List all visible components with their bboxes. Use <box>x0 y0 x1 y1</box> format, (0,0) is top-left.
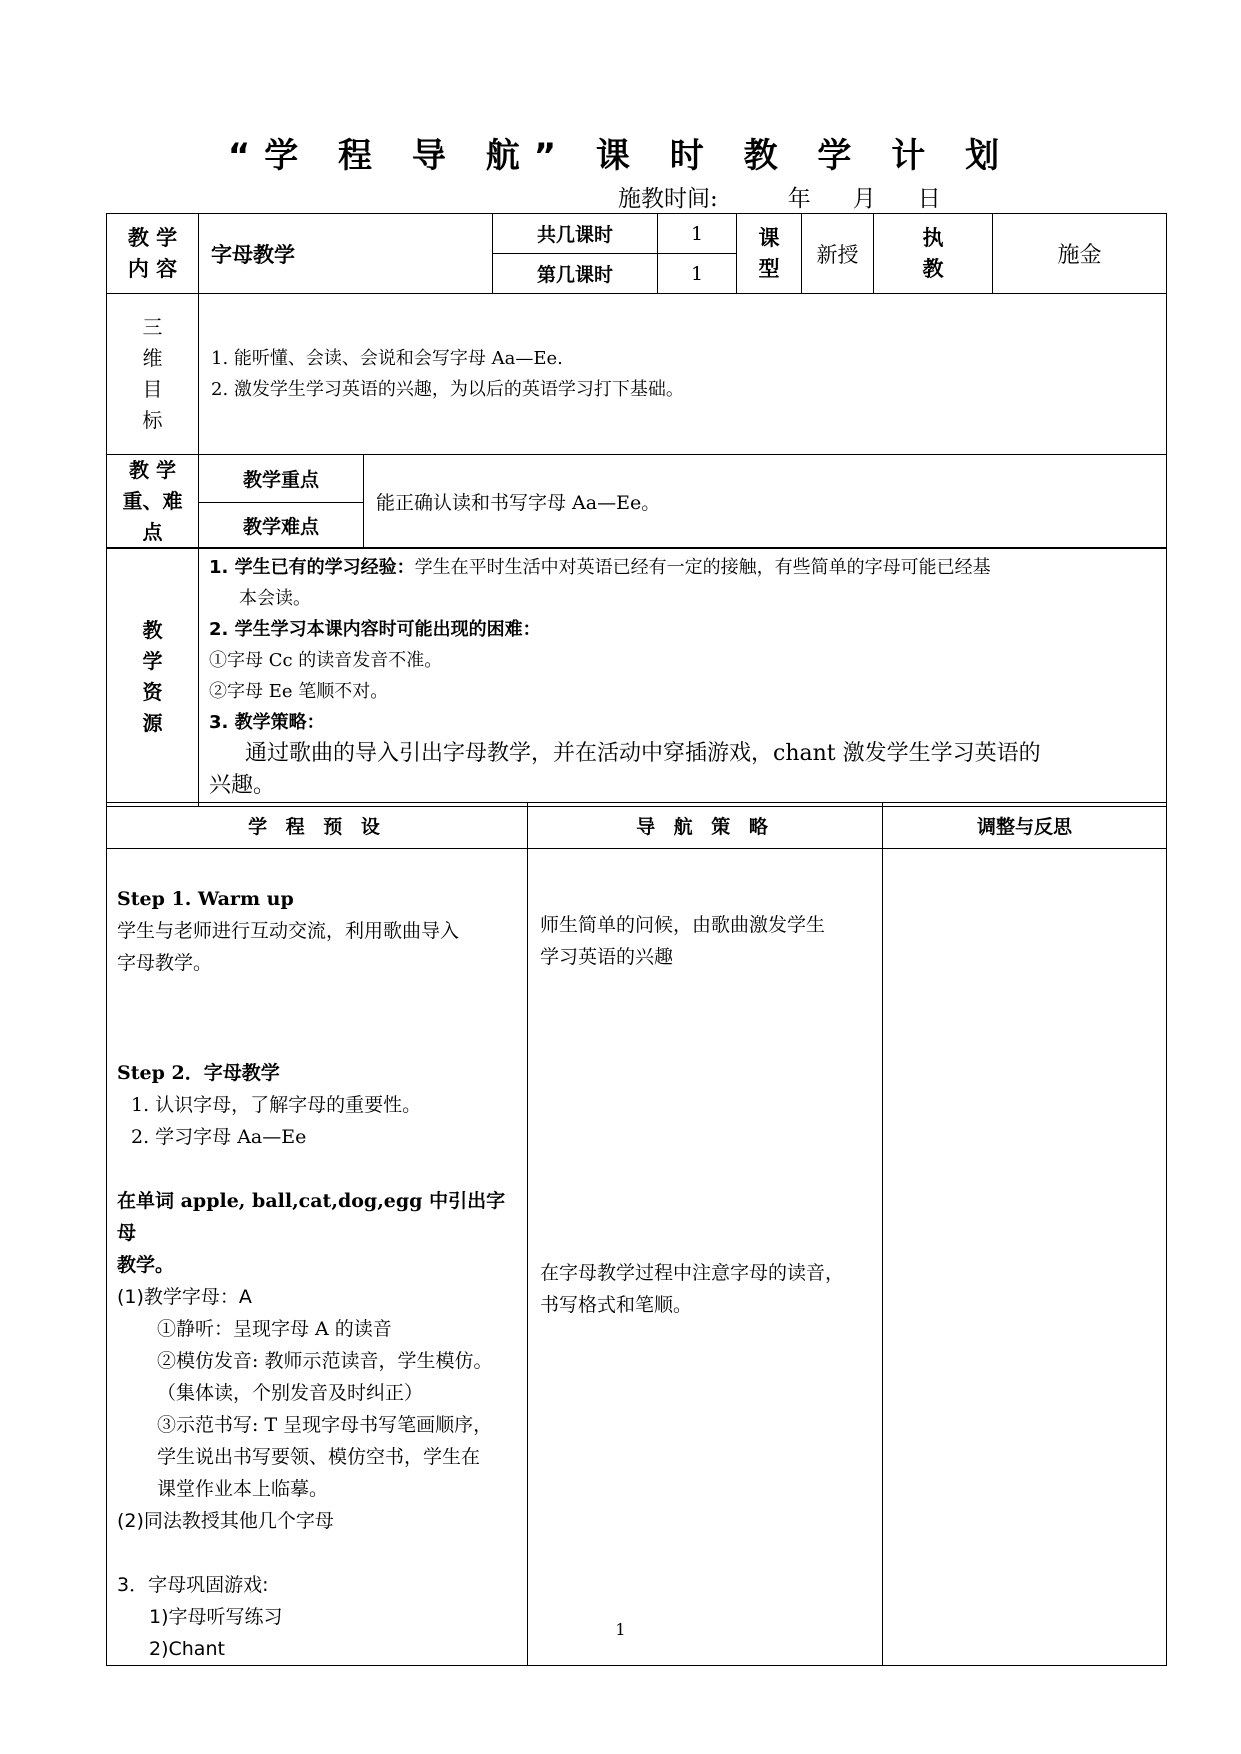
key-points-value: 能正确认读和书写字母 Aa—Ee。 <box>364 455 1167 549</box>
lesson-plan-table <box>106 802 1167 1666</box>
resources-content: 1. 学生已有的学习经验：学生在平时生活中对英语已经有一定的接触，有些简单的字母可能已经基 本会读。 2. 学生学习本课内容时可能出现的困难： ①字母 Cc 的读音发音不准。 ②字母 Ee 笔顺不对。 3. 教学策略： 通过歌曲的导入引出字母教学，并在活动中穿插游戏，chant 激发学生学习英语的 兴趣。 <box>199 548 1167 807</box>
teacher-value: 施金 <box>993 214 1167 294</box>
column-header-reflection: 调整与反思 <box>883 803 1167 849</box>
which-lesson-value: 1 <box>658 254 737 294</box>
focus-label: 教学重点 <box>199 455 364 503</box>
lesson-info-table <box>106 213 1167 455</box>
date-year: 年 <box>787 186 811 212</box>
date-label: 施教时间: <box>618 186 718 212</box>
process-column: Step 1. Warm up 学生与老师进行互动交流，利用歌曲导入 字母教学。 Step 2．字母教学 1. 认识字母，了解字母的重要性。 2. 学习字母 Aa—Ee 在单词 apple, ball,cat,dog,egg 中引出字母 教学。 (1)教学字母：A ①静听：呈现字母 A 的读音 ②模仿发音: 教师示范读音，学生模仿。 （集体读，个别发音及时纠正） ③示范书写: T 呈现字母书写笔画顺序， 学生说出书写要领、模仿空书，学生在 课堂作业本上临摹。 (2)同法教授其他几个字母 3．字母巩固游戏: 1)字母听写练习 2)Chant <box>107 849 528 1666</box>
difficulty-label: 教学难点 <box>199 502 364 549</box>
key-points-table <box>106 454 1167 549</box>
strategy-note-2: 在字母教学过程中注意字母的读音， 书写格式和笔顺。 <box>540 1262 845 1316</box>
which-lesson-label: 第几课时 <box>493 254 658 294</box>
goals-content <box>199 294 1167 455</box>
column-header-process: 学 程 预 设 <box>107 803 528 849</box>
key-points-label: 教 学 重、难 点 <box>107 455 199 549</box>
step3-title: 3．字母巩固游戏: <box>117 1574 269 1596</box>
date-month: 月 <box>852 186 876 212</box>
content-value: 字母教学 <box>199 214 493 294</box>
total-lessons-value: 1 <box>658 214 737 254</box>
content-label-cell: 教 学 内 容 <box>107 214 199 294</box>
resources-table <box>106 547 1167 807</box>
goal-item: 1. 能听懂、会读、会说和会写字母 Aa—Ee. <box>211 348 563 369</box>
strategy-note-1: 师生简单的问候，由歌曲激发学生 学习英语的兴趣 <box>540 914 826 968</box>
step1-title: Step 1. Warm up <box>117 888 294 910</box>
teacher-label: 执 教 <box>874 214 993 294</box>
page-title: “学 程 导 航” 课 时 教 学 计 划 <box>227 136 1014 176</box>
strategy-column <box>528 849 883 1666</box>
reflection-column <box>883 849 1167 1666</box>
page-number: 1 <box>615 1620 626 1639</box>
lesson-type-label: 课 型 <box>737 214 802 294</box>
date-day: 日 <box>917 186 941 212</box>
goals-label: 三 维 目 标 <box>107 294 199 455</box>
resources-label: 教 学 资 源 <box>107 548 199 807</box>
total-lessons-label: 共几课时 <box>493 214 658 254</box>
lesson-type-value: 新授 <box>802 214 874 294</box>
goal-item: 2. 激发学生学习英语的兴趣，为以后的英语学习打下基础。 <box>211 379 684 400</box>
step2-title: Step 2．字母教学 <box>117 1062 280 1084</box>
teaching-date-line <box>618 180 941 213</box>
column-header-strategy: 导 航 策 略 <box>528 803 883 849</box>
